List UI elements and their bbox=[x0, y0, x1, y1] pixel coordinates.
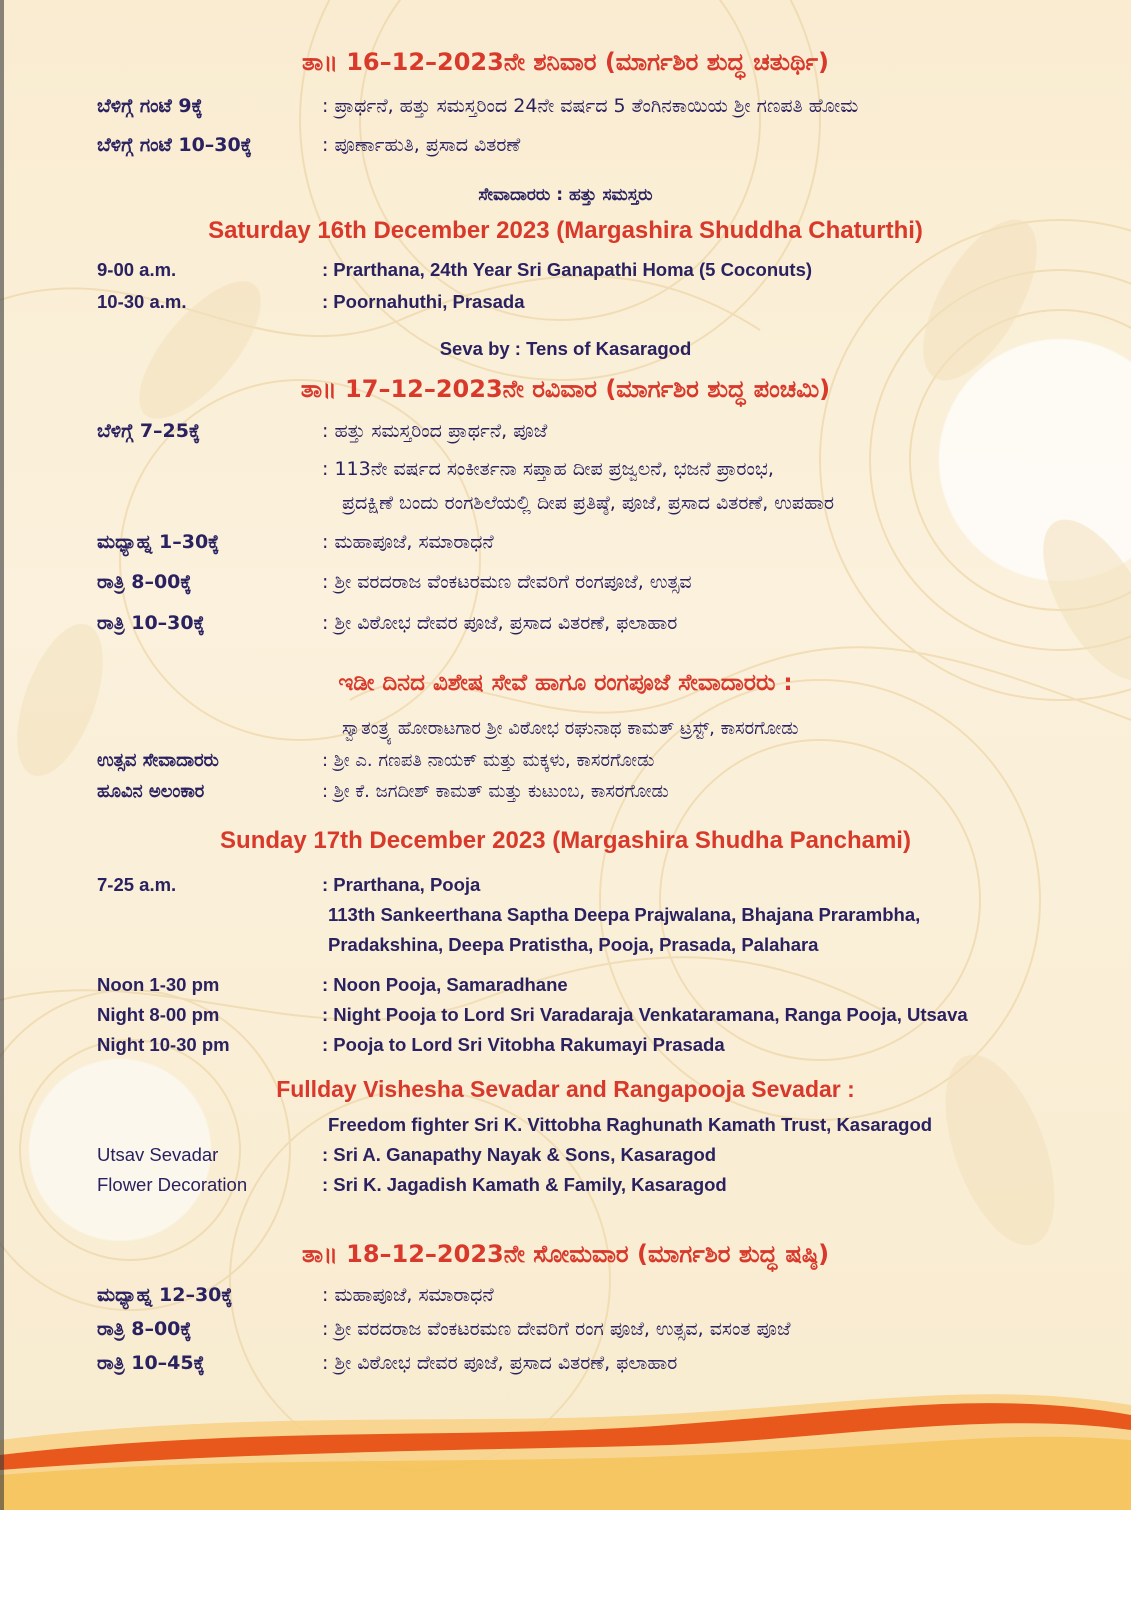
sevadar-text: : ಶ್ರೀ ಕೆ. ಜಗದೀಶ್ ಕಾಮತ್ ಮತ್ತು ಕುಟುಂಬ, ಕಾಸರಗೋಡು bbox=[322, 781, 669, 802]
event-text: : ಶ್ರೀ ವರದರಾಜ ವೆಂಕಟರಮಣ ದೇವರಿಗೆ ರಂಗಪೂಜೆ, ಉತ್ಸವ bbox=[322, 571, 692, 593]
seva-label: Flower Decoration bbox=[97, 1174, 248, 1195]
day3-heading-kannada: ತಾ॥ 18–12–2023ನೇ ಸೋಮವಾರ (ಮಾರ್ಗಶಿರ ಶುದ್ಧ ಷಷ್ಠಿ) bbox=[301, 1240, 830, 1268]
event-text: : ಮಹಾಪೂಜೆ, ಸಮಾರಾಧನೆ bbox=[322, 531, 494, 553]
day2-special-heading-kannada: ಇಡೀ ದಿನದ ವಿಶೇಷ ಸೇವೆ ಹಾಗೂ ರಂಗಪೂಜೆ ಸೇವಾದಾರರು : bbox=[338, 670, 793, 696]
sevadar-text: : Sri A. Ganapathy Nayak & Sons, Kasaragod bbox=[322, 1144, 717, 1165]
time-label: 7-25 a.m. bbox=[97, 874, 177, 895]
sevadar-text: : Sri K. Jagadish Kamath & Family, Kasaragod bbox=[322, 1174, 727, 1195]
sevadar-text: Freedom fighter Sri K. Vittobha Raghunath Kamath Trust, Kasaragod bbox=[328, 1114, 933, 1135]
time-label: ಮಧ್ಯಾಹ್ನ 12–30ಕ್ಕೆ bbox=[97, 1284, 233, 1306]
event-text: : ಶ್ರೀ ವಿಠೋಭ ದೇವರ ಪೂಜೆ, ಪ್ರಸಾದ ವಿತರಣೆ, ಫಲಾಹಾರ bbox=[322, 1352, 678, 1374]
time-label: Night 8-00 pm bbox=[97, 1004, 220, 1025]
event-text: : Noon Pooja, Samaradhane bbox=[322, 974, 568, 995]
event-text: : 113ನೇ ವರ್ಷದ ಸಂಕೀರ್ತನಾ ಸಪ್ತಾಹ ದೀಪ ಪ್ರಜ್ವಲನೆ, ಭಜನೆ ಪ್ರಾರಂಭ, bbox=[322, 458, 774, 480]
seva-label: ಉತ್ಸವ ಸೇವಾದಾರರು bbox=[97, 750, 219, 771]
day1-seva-kannada: ಸೇವಾದಾರರು : ಹತ್ತು ಸಮಸ್ತರು bbox=[478, 185, 653, 205]
time-label: 9-00 a.m. bbox=[97, 259, 177, 280]
scan-edge bbox=[0, 0, 4, 1510]
event-text: : ಶ್ರೀ ವರದರಾಜ ವೆಂಕಟರಮಣ ದೇವರಿಗೆ ರಂಗ ಪೂಜೆ, ಉತ್ಸವ, ವಸಂತ ಪೂಜೆ bbox=[322, 1318, 791, 1340]
time-label: ರಾತ್ರಿ 10–45ಕ್ಕೆ bbox=[97, 1352, 205, 1374]
day2-heading-kannada: ತಾ॥ 17–12–2023ನೇ ರವಿವಾರ (ಮಾರ್ಗಶಿರ ಶುದ್ಧ ಪಂಚಮಿ) bbox=[300, 375, 831, 403]
event-text: : ಪೂರ್ಣಾಹುತಿ, ಪ್ರಸಾದ ವಿತರಣೆ bbox=[322, 134, 521, 156]
event-text: : Pooja to Lord Sri Vitobha Rakumayi Prasada bbox=[322, 1034, 725, 1055]
time-label: ಮಧ್ಯಾಹ್ನ 1–30ಕ್ಕೆ bbox=[97, 531, 220, 553]
day1-heading-english: Saturday 16th December 2023 (Margashira Shuddha Chaturthi) bbox=[208, 217, 923, 244]
time-label: ಬೆಳಿಗ್ಗೆ 7–25ಕ್ಕೆ bbox=[97, 420, 201, 442]
event-text: : ಪ್ರಾರ್ಥನೆ, ಹತ್ತು ಸಮಸ್ತರಿಂದ 24ನೇ ವರ್ಷದ 5 ತೆಂಗಿನಕಾಯಿಯ ಶ್ರೀ ಗಣಪತಿ ಹೋಮ bbox=[322, 95, 859, 117]
event-text: : Night Pooja to Lord Sri Varadaraja Venkataramana, Ranga Pooja, Utsava bbox=[322, 1004, 968, 1025]
event-text: ಪ್ರದಕ್ಷಿಣೆ ಬಂದು ರಂಗಶಿಲೆಯಲ್ಲಿ ದೀಪ ಪ್ರತಿಷ್ಠೆ, ಪೂಜೆ, ಪ್ರಸಾದ ವಿತರಣೆ, ಉಪಹಾರ bbox=[342, 492, 834, 514]
day2-heading-english: Sunday 17th December 2023 (Margashira Shudha Panchami) bbox=[220, 827, 911, 854]
seva-label: Utsav Sevadar bbox=[97, 1144, 219, 1165]
event-text: : Prarthana, Pooja bbox=[322, 874, 481, 895]
time-label: ರಾತ್ರಿ 8–00ಕ್ಕೆ bbox=[97, 571, 192, 593]
time-label: Night 10-30 pm bbox=[97, 1034, 230, 1055]
time-label: ಬೆಳಿಗ್ಗೆ ಗಂಟೆ 10–30ಕ್ಕೆ bbox=[97, 134, 252, 156]
seva-label: ಹೂವಿನ ಅಲಂಕಾರ bbox=[97, 781, 205, 802]
time-label: Noon 1-30 pm bbox=[97, 974, 220, 995]
time-label: 10-30 a.m. bbox=[97, 291, 187, 312]
decorative-wave-border bbox=[0, 1370, 1131, 1510]
sevadar-text: : ಶ್ರೀ ಎ. ಗಣಪತಿ ನಾಯಕ್ ಮತ್ತು ಮಕ್ಕಳು, ಕಾಸರಗೋಡು bbox=[322, 750, 655, 771]
time-label: ಬೆಳಿಗ್ಗೆ ಗಂಟೆ 9ಕ್ಕೆ bbox=[97, 95, 203, 117]
time-label: ರಾತ್ರಿ 10–30ಕ್ಕೆ bbox=[97, 612, 205, 634]
time-label: ರಾತ್ರಿ 8–00ಕ್ಕೆ bbox=[97, 1318, 192, 1340]
day1-seva-english: Seva by : Tens of Kasaragod bbox=[439, 338, 692, 359]
event-text: : ಶ್ರೀ ವಿಠೋಭ ದೇವರ ಪೂಜೆ, ಪ್ರಸಾದ ವಿತರಣೆ, ಫಲಾಹಾರ bbox=[322, 612, 678, 634]
sevadar-text: ಸ್ವಾತಂತ್ರ್ಯ ಹೋರಾಟಗಾರ ಶ್ರೀ ವಿಠೋಭ ರಘುನಾಥ ಕಾಮತ್ ಟ್ರಸ್ಟ್, ಕಾಸರಗೋಡು bbox=[342, 718, 799, 739]
event-text: : Poornahuthi, Prasada bbox=[322, 291, 525, 312]
event-text: : ಮಹಾಪೂಜೆ, ಸಮಾರಾಧನೆ bbox=[322, 1284, 494, 1306]
day1-heading-kannada: ತಾ॥ 16–12–2023ನೇ ಶನಿವಾರ (ಮಾರ್ಗಶಿರ ಶುದ್ಧ ಚತುರ್ಥಿ) bbox=[302, 48, 829, 76]
event-text: 113th Sankeerthana Saptha Deepa Prajwalana, Bhajana Prarambha, bbox=[328, 904, 921, 925]
event-text: : ಹತ್ತು ಸಮಸ್ತರಿಂದ ಪ್ರಾರ್ಥನೆ, ಪೂಜೆ bbox=[322, 420, 548, 442]
day2-special-heading-english: Fullday Vishesha Sevadar and Rangapooja Sevadar : bbox=[276, 1076, 855, 1102]
event-text: Pradakshina, Deepa Pratistha, Pooja, Prasada, Palahara bbox=[328, 934, 819, 955]
event-text: : Prarthana, 24th Year Sri Ganapathi Homa (5 Coconuts) bbox=[322, 259, 813, 280]
